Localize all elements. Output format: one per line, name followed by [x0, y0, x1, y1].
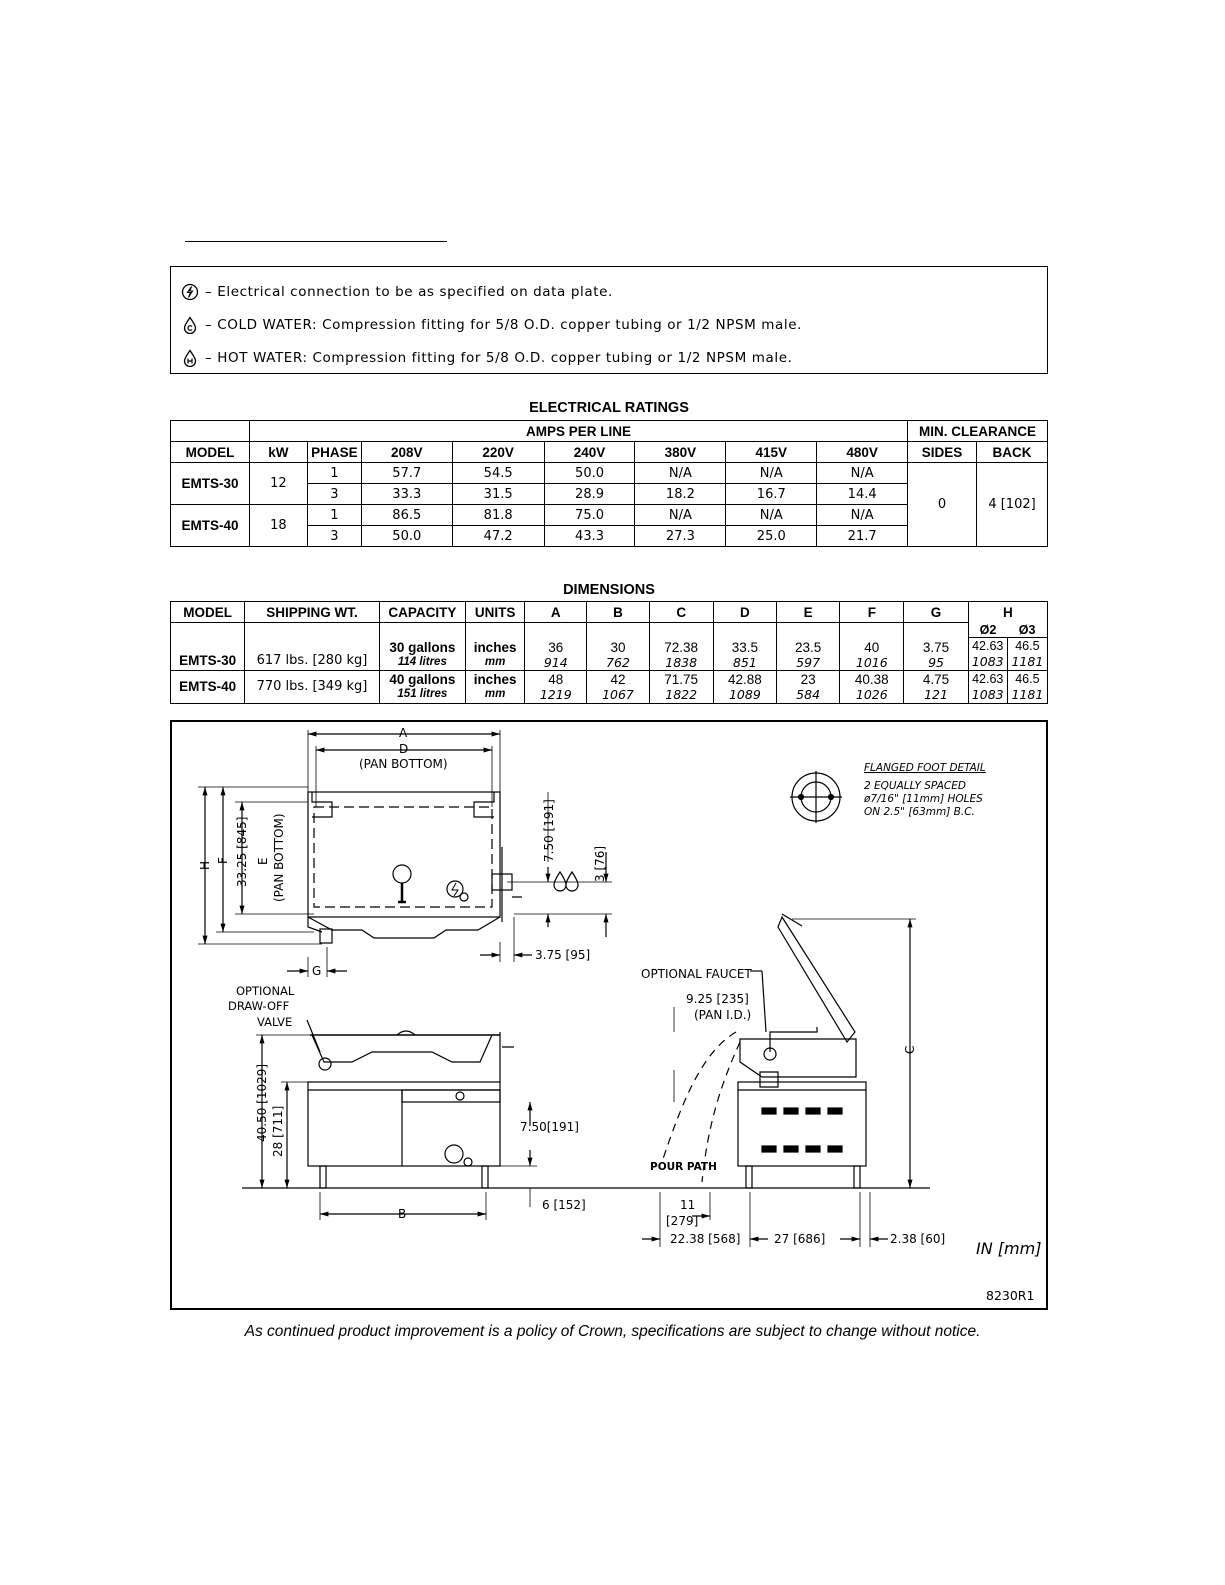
label-optional-faucet: OPTIONAL FAUCET	[641, 967, 752, 981]
amps-cell: 18.2	[635, 484, 726, 505]
amps-cell: 31.5	[452, 484, 544, 505]
dim-mm: 1083	[971, 653, 1004, 669]
col-header: A	[525, 602, 587, 623]
dim-inches: 33.5	[731, 639, 759, 655]
drawing-labels	[198, 726, 1041, 1303]
amps-per-line-header: AMPS PER LINE	[249, 421, 907, 442]
dim-mm: 1067	[602, 686, 634, 702]
label-pan-bottom: (PAN BOTTOM)	[359, 757, 448, 771]
label-28: 28 [711]	[271, 1105, 285, 1157]
dim-mm: 851	[732, 654, 757, 670]
amps-cell: 81.8	[452, 505, 544, 526]
capacity-cell	[379, 670, 465, 703]
dim-inches: 40	[864, 639, 880, 655]
col-header: BACK	[977, 442, 1048, 463]
label-D: D	[399, 742, 409, 756]
col-header: 220V	[452, 442, 544, 463]
dim-inches: 42.63	[972, 638, 1004, 653]
electrical-connection-icon	[181, 283, 199, 301]
col-header: 480V	[817, 442, 908, 463]
model-cell: EMTS-40	[171, 670, 245, 703]
legend-row-hot-water	[181, 349, 793, 367]
electrical-ratings-title: ELECTRICAL RATINGS	[529, 400, 689, 416]
sides-clearance-cell: 0	[908, 463, 977, 547]
model-cell: EMTS-40	[171, 505, 250, 547]
amps-cell: 25.0	[726, 526, 817, 547]
hot-water-icon	[181, 349, 199, 367]
dim-cell	[904, 623, 968, 671]
dim-inches: 23.5	[794, 639, 822, 655]
amps-cell: N/A	[817, 463, 908, 484]
dim-inches: 30	[610, 639, 626, 655]
dim-mm: 1838	[665, 654, 698, 670]
capacity-gallons: 30 gallons	[389, 639, 456, 655]
col-header: UNITS	[465, 602, 524, 623]
dim-mm: 95	[928, 654, 944, 670]
label-E: E	[256, 857, 270, 865]
dim-cell	[649, 623, 713, 671]
dim-inches: 3.75	[922, 639, 950, 655]
electrical-ratings-table	[170, 420, 1048, 547]
label-11: 11	[680, 1198, 696, 1212]
dim-mm: 1219	[539, 686, 572, 702]
label-B: B	[398, 1207, 407, 1221]
col-header: PHASE	[307, 442, 361, 463]
flanged-foot-detail	[790, 771, 842, 823]
dim-inches: 71.75	[664, 671, 699, 687]
h-cell	[968, 670, 1007, 703]
front-view	[242, 1020, 930, 1220]
dim-inches: 42.88	[728, 671, 762, 687]
amps-cell: N/A	[726, 463, 817, 484]
connection-legend	[170, 266, 1048, 374]
units-inches: inches	[473, 639, 517, 655]
col-header: 415V	[726, 442, 817, 463]
label-7-50-191-vertical: 7.50 [191]	[542, 799, 556, 862]
units-note: IN [mm]	[976, 1239, 1042, 1258]
dim-mm: 121	[924, 686, 948, 702]
amps-cell: 57.7	[361, 463, 452, 484]
label-7-50-191: 7.50[191]	[520, 1120, 579, 1134]
dim-cell	[713, 670, 776, 703]
dim-inches: 4.75	[922, 671, 950, 687]
phase-cell: 3	[307, 484, 361, 505]
amps-cell: 33.3	[361, 484, 452, 505]
amps-cell: 14.4	[817, 484, 908, 505]
amps-cell: 54.5	[452, 463, 544, 484]
dim-mm: 1083	[971, 686, 1004, 702]
dim-inches: 72.38	[664, 639, 699, 655]
dim-cell	[649, 670, 713, 703]
col-header: 380V	[635, 442, 726, 463]
dimensions-title: DIMENSIONS	[563, 582, 655, 598]
hot-water-icon	[566, 872, 578, 891]
label-F: F	[216, 857, 230, 864]
label-drawoff: DRAW-OFF	[228, 999, 290, 1013]
technical-drawing-frame	[170, 720, 1048, 1310]
electrical-connection-icon	[445, 1145, 463, 1163]
flanged-detail-title: FLANGED FOOT DETAIL	[864, 762, 986, 774]
label-optional: OPTIONAL	[236, 984, 295, 998]
label-C: C	[903, 1045, 917, 1054]
amps-cell: N/A	[635, 463, 726, 484]
label-3-76: 3 [76]	[593, 845, 607, 882]
units-mm: mm	[484, 687, 506, 700]
footer-disclaimer: As continued product improvement is a policy of Crown, specifications are subject to change without notice.	[244, 1323, 981, 1340]
units-mm: mm	[484, 655, 506, 668]
legend-row-electrical	[181, 283, 613, 301]
label-22-38: 22.38 [568]	[670, 1232, 741, 1246]
amps-cell: N/A	[726, 505, 817, 526]
col-header: G	[904, 602, 968, 623]
col-header: C	[649, 602, 713, 623]
amps-cell: 27.3	[635, 526, 726, 547]
dim-inches: 42.63	[972, 671, 1004, 686]
capacity-litres: 114 litres	[397, 655, 447, 668]
dim-cell	[587, 623, 649, 671]
flanged-detail-line: 2 EQUALLY SPACED	[864, 780, 966, 792]
dim-mm: 1822	[665, 686, 698, 702]
dim-mm: 584	[796, 686, 821, 702]
label-H: H	[198, 860, 212, 870]
label-3-75-95: 3.75 [95]	[535, 948, 591, 962]
col-header: SIDES	[908, 442, 977, 463]
dim-cell	[777, 670, 840, 703]
amps-cell: N/A	[635, 505, 726, 526]
dim-mm: 1016	[855, 654, 888, 670]
h-cell	[1007, 637, 1047, 670]
legend-text: – COLD WATER: Compression fitting for 5/8 O.D. copper tubing or 1/2 NPSM male.	[205, 317, 803, 333]
weight-cell: 770 lbs. [349 kg]	[245, 670, 379, 703]
flanged-detail-line: ø7/16" [11mm] HOLES	[864, 793, 983, 805]
amps-cell: 28.9	[544, 484, 635, 505]
dim-cell	[840, 670, 904, 703]
capacity-gallons: 40 gallons	[389, 671, 456, 687]
label-33-25: 33.25 [845]	[235, 816, 249, 887]
dim-mm: 914	[543, 654, 568, 670]
dimensions-table	[170, 601, 1048, 704]
empty-cell	[171, 421, 250, 442]
amps-cell: 16.7	[726, 484, 817, 505]
h-cell	[1007, 670, 1047, 703]
amps-cell: 50.0	[544, 463, 635, 484]
label-valve: VALVE	[257, 1015, 293, 1029]
col-header: kW	[249, 442, 307, 463]
dim-inches: 46.5	[1015, 671, 1040, 686]
technical-drawing	[172, 722, 1046, 1308]
dim-inches: 48	[548, 671, 564, 687]
amps-cell: N/A	[817, 505, 908, 526]
dim-cell	[587, 670, 649, 703]
weight-cell: 617 lbs. [280 kg]	[245, 623, 379, 671]
model-cell: EMTS-30	[171, 623, 245, 671]
dim-inches: 40.38	[854, 671, 889, 687]
dim-mm: 762	[606, 654, 630, 670]
units-inches: inches	[473, 671, 517, 687]
dim-mm: 1181	[1011, 686, 1044, 702]
label-27: 27 [686]	[774, 1232, 826, 1246]
dim-inches: 42	[610, 671, 626, 687]
flanged-detail-line: ON 2.5" [63mm] B.C.	[864, 806, 975, 818]
units-cell	[465, 623, 524, 671]
legend-row-cold-water	[181, 316, 802, 334]
label-2-38: 2.38 [60]	[890, 1232, 946, 1246]
phase-cell: 1	[307, 505, 361, 526]
dim-mm: 1181	[1011, 653, 1044, 669]
label-9-25: 9.25 [235]	[686, 992, 749, 1006]
col-header: MODEL	[171, 602, 245, 623]
amps-cell: 47.2	[452, 526, 544, 547]
amps-cell: 21.7	[817, 526, 908, 547]
dim-cell	[713, 623, 776, 671]
dim-inches: 36	[548, 639, 564, 655]
min-clearance-header: MIN. CLEARANCE	[908, 421, 1048, 442]
cold-water-icon	[554, 872, 566, 891]
col-header: B	[587, 602, 649, 623]
h-cell	[968, 637, 1007, 670]
units-cell	[465, 670, 524, 703]
amps-cell: 50.0	[361, 526, 452, 547]
label-6-152: 6 [152]	[542, 1198, 586, 1212]
label-A: A	[399, 726, 408, 740]
dim-cell	[525, 623, 587, 671]
capacity-cell	[379, 623, 465, 671]
label-279: [279]	[666, 1214, 699, 1228]
label-pour-path: POUR PATH	[650, 1161, 717, 1173]
dim-inches: 23	[800, 671, 816, 687]
amps-cell: 43.3	[544, 526, 635, 547]
col-header: E	[777, 602, 840, 623]
dim-cell	[840, 623, 904, 671]
kw-cell: 12	[249, 463, 307, 505]
dim-mm: 597	[796, 654, 821, 670]
col-header: H	[968, 602, 1047, 623]
legend-text: – HOT WATER: Compression fitting for 5/8 O.D. copper tubing or 1/2 NPSM male.	[205, 350, 793, 366]
header-rule	[185, 241, 447, 242]
h-sub-header: Ø3	[1007, 623, 1047, 638]
col-header: CAPACITY	[379, 602, 465, 623]
col-header: 208V	[361, 442, 452, 463]
col-header: SHIPPING WT.	[245, 602, 379, 623]
amps-cell: 75.0	[544, 505, 635, 526]
cold-water-icon	[181, 316, 199, 334]
phase-cell: 3	[307, 526, 361, 547]
label-pan-id: (PAN I.D.)	[694, 1008, 752, 1022]
kw-cell: 18	[249, 505, 307, 547]
col-header: F	[840, 602, 904, 623]
legend-text: – Electrical connection to be as specified on data plate.	[205, 284, 613, 300]
capacity-litres: 151 litres	[397, 687, 448, 700]
dim-cell	[777, 623, 840, 671]
col-header: MODEL	[171, 442, 250, 463]
label-pan-bottom-vertical: (PAN BOTTOM)	[272, 813, 286, 902]
label-40-50: 40.50 [1029]	[255, 1063, 269, 1142]
col-header: 240V	[544, 442, 635, 463]
back-clearance-cell: 4 [102]	[977, 463, 1048, 547]
model-cell: EMTS-30	[171, 463, 250, 505]
h-sub-header: Ø2	[968, 623, 1007, 638]
label-G: G	[312, 964, 322, 978]
dim-cell	[904, 670, 968, 703]
dim-mm: 1026	[855, 686, 888, 702]
amps-cell: 86.5	[361, 505, 452, 526]
phase-cell: 1	[307, 463, 361, 484]
dim-cell	[525, 670, 587, 703]
dim-mm: 1089	[728, 686, 761, 702]
col-header: D	[713, 602, 776, 623]
drawing-number: 8230R1	[986, 1288, 1035, 1303]
dim-inches: 46.5	[1015, 638, 1040, 653]
